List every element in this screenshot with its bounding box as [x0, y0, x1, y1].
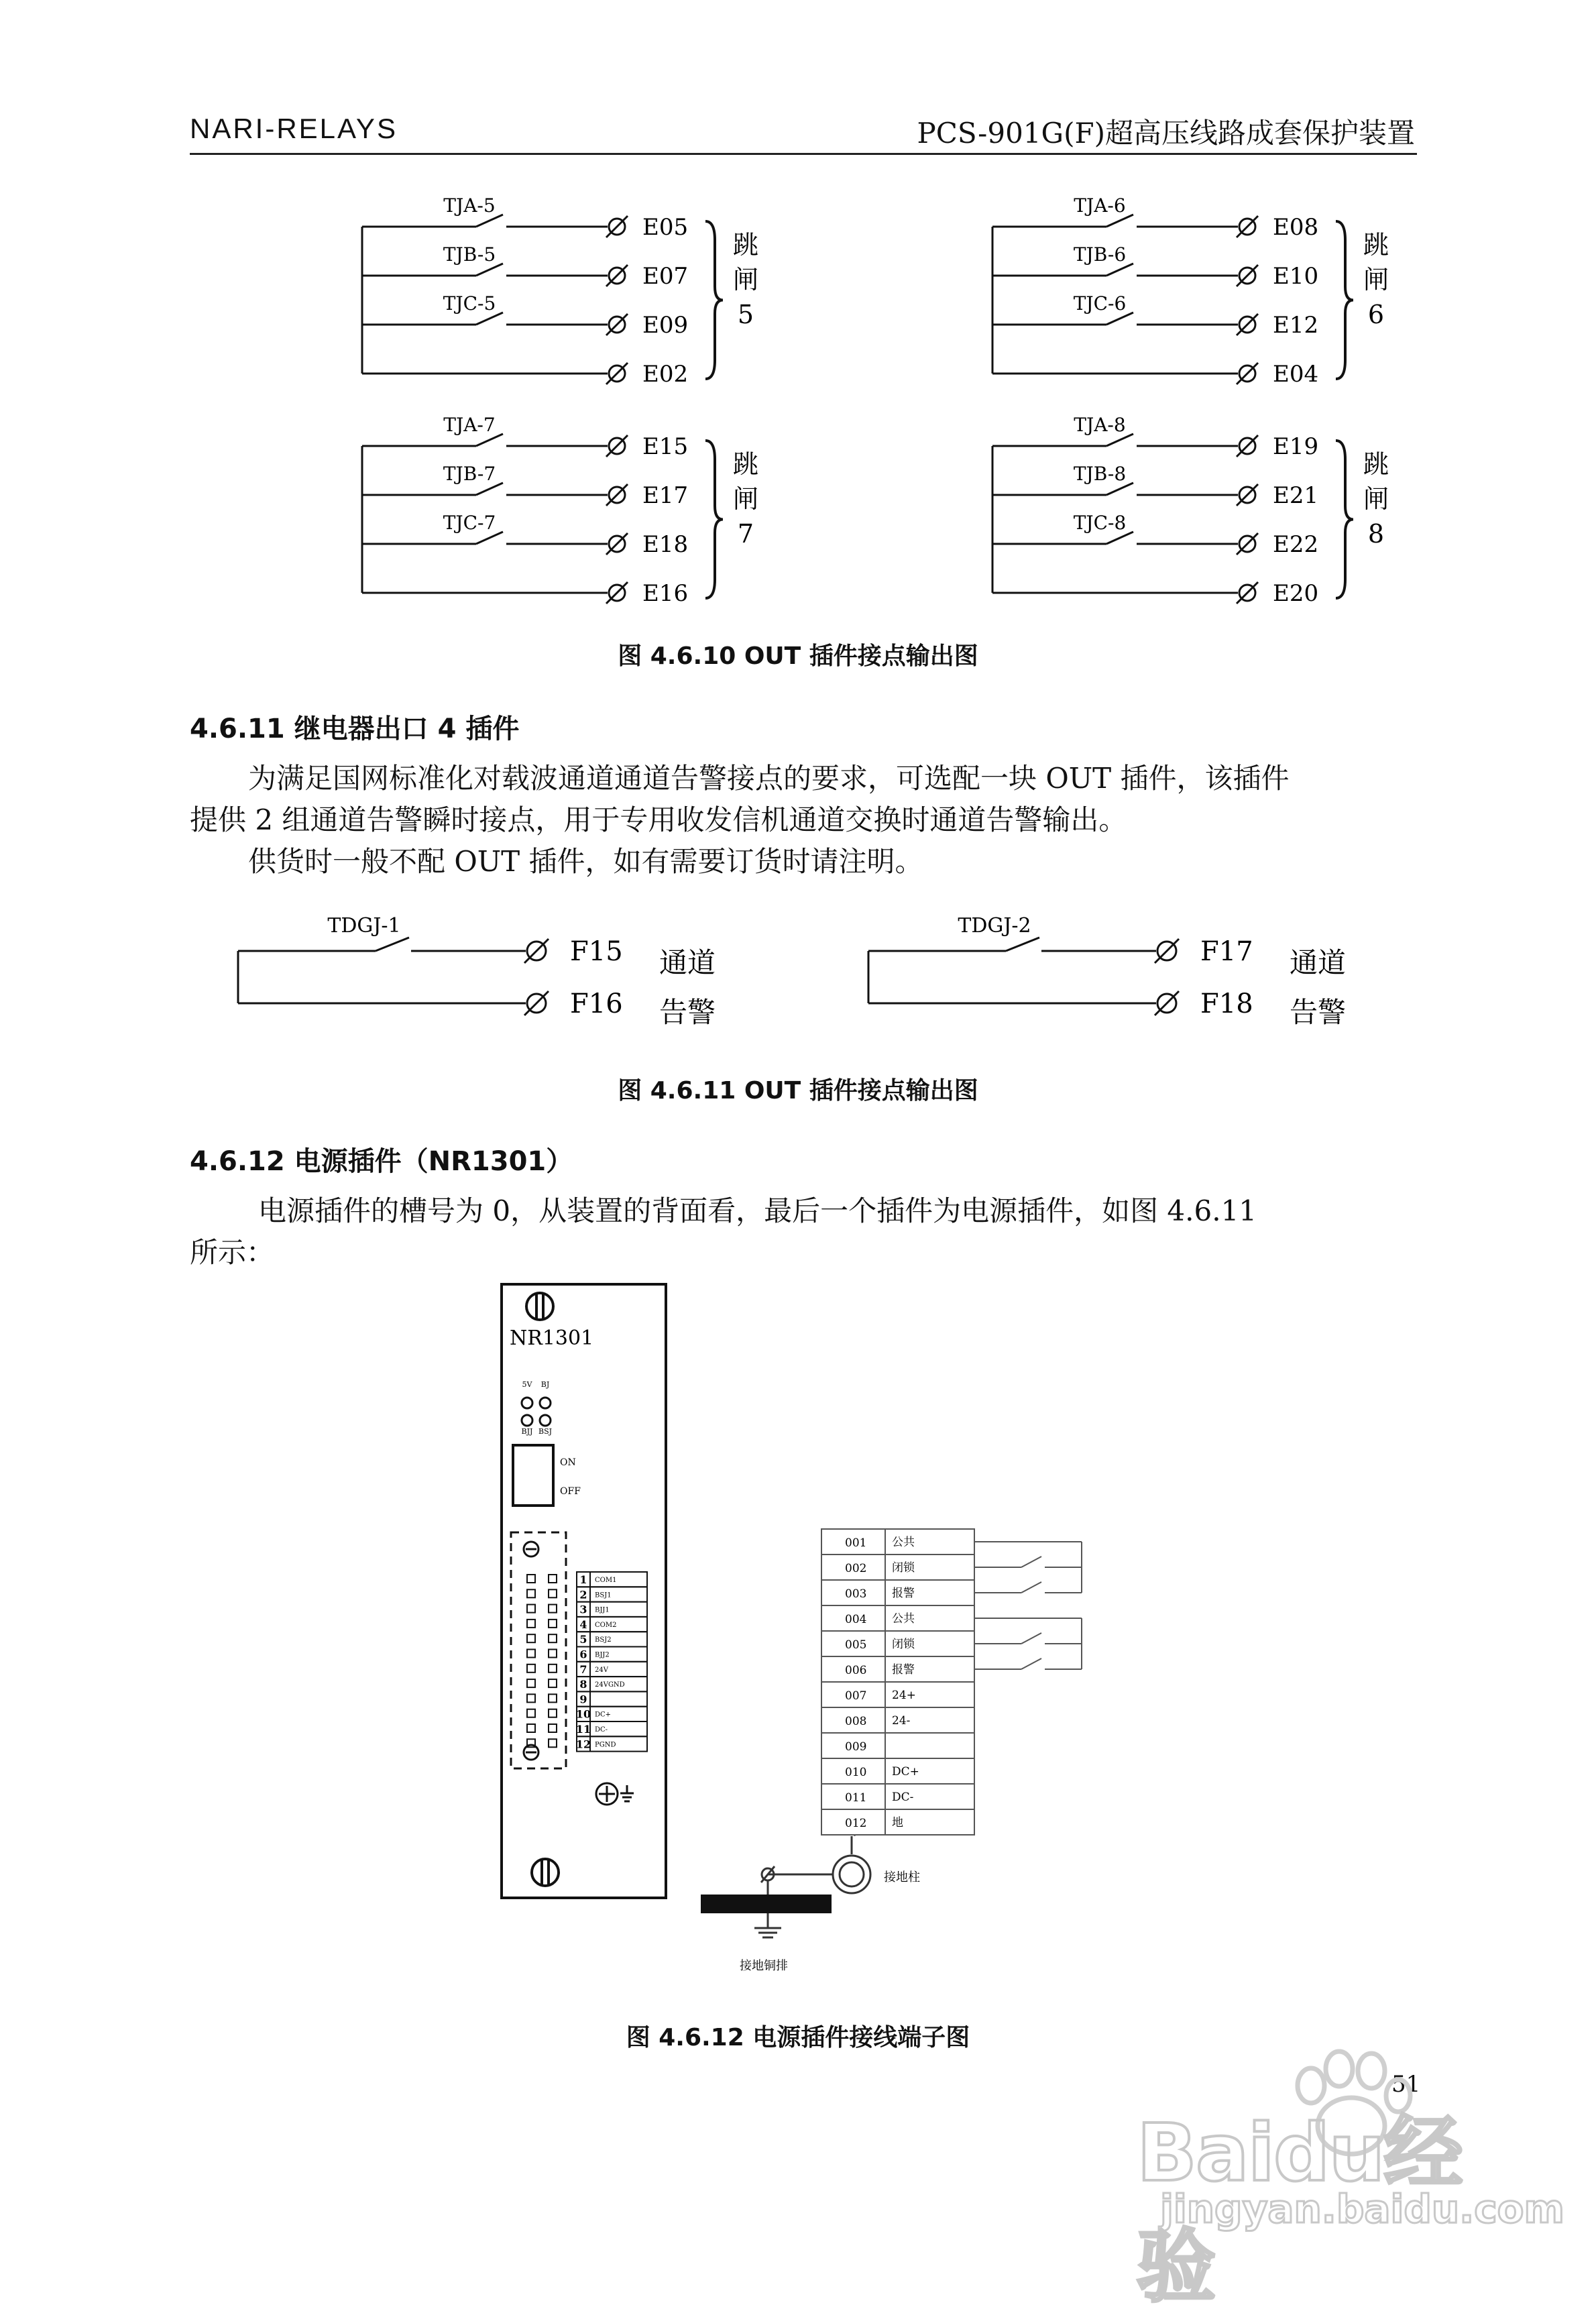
fig10-terminal-icon	[1237, 216, 1258, 237]
fig11-text: 告警	[659, 996, 716, 1029]
fig-4-6-12	[0, 1274, 1596, 1985]
fig10-brace-text: 5	[737, 300, 754, 329]
fig11-terminal-label: F15	[570, 936, 623, 967]
pin-row	[577, 1691, 647, 1706]
fig10-terminal-label: E18	[642, 531, 689, 558]
table-number: 008	[845, 1715, 867, 1728]
watermark-url: jingyan.baidu.com	[1160, 2186, 1564, 2232]
fig10-terminal-label: E08	[1273, 214, 1319, 241]
earth-ground-icon	[754, 1913, 781, 1937]
fig11-contact	[376, 938, 409, 951]
fig10-terminal-label: E02	[642, 361, 689, 388]
fig10-terminal-icon	[606, 582, 628, 604]
pin-number: 6	[579, 1648, 587, 1661]
fig10-contact-label: TJB-7	[443, 463, 496, 485]
table-label: DC+	[892, 1765, 919, 1778]
table-number: 012	[845, 1817, 867, 1830]
table-number: 002	[845, 1562, 867, 1575]
pin-hole	[549, 1605, 557, 1613]
pin-hole	[549, 1679, 557, 1687]
section-4611-para1-line2: 提供 2 组通道告警瞬时接点，用于专用收发信机通道交换时通道告警输出。	[190, 803, 1127, 836]
fig11-contact-label: TDGJ-2	[958, 914, 1031, 938]
pin-number: 9	[579, 1693, 587, 1706]
fig10-terminal-icon	[1237, 582, 1258, 604]
table-number: 001	[845, 1536, 867, 1550]
page-number: 51	[1391, 2071, 1421, 2098]
fig11-terminal-label: F16	[570, 988, 623, 1019]
table-number: 003	[845, 1587, 867, 1601]
fig10-contact-label: TJA-6	[1074, 194, 1126, 217]
terminal-block-screw-top-icon	[524, 1542, 538, 1557]
fig10-contact-label: TJC-5	[443, 292, 496, 315]
table-label: 公共	[892, 1536, 915, 1549]
pin-number: 11	[575, 1723, 591, 1736]
fig10-terminal-label: E16	[642, 580, 689, 607]
fig10-terminal-icon	[606, 216, 628, 237]
pin-hole	[527, 1724, 535, 1732]
fig11-contact-label: TDGJ-1	[327, 914, 401, 938]
pin-row	[577, 1647, 647, 1662]
watermark	[1110, 2039, 1564, 2313]
fig11-caption: 图 4.6.11 OUT 插件接点输出图	[618, 1077, 978, 1105]
table-label: 24-	[892, 1714, 911, 1728]
pin-hole	[527, 1605, 535, 1613]
fig10-terminal-label: E17	[642, 482, 689, 509]
fig10-contact-label: TJA-7	[443, 414, 496, 436]
fig10-terminal-icon	[1237, 435, 1258, 457]
switch-on-label: ON	[560, 1457, 576, 1468]
relay-contact	[1021, 1633, 1041, 1644]
fig10-brace-text: 跳	[1363, 449, 1389, 479]
pin-label: PGND	[595, 1741, 616, 1749]
fig10-terminal-icon	[1237, 484, 1258, 506]
table-label: 地	[892, 1816, 903, 1829]
fig10-brace-text: 7	[737, 519, 754, 549]
fig11-terminal-label: F17	[1200, 936, 1253, 967]
pin-label: COM2	[595, 1621, 617, 1629]
pin-number: 4	[579, 1618, 587, 1631]
fig10-terminal-icon	[1237, 314, 1258, 335]
fig-4-6-10	[0, 0, 1596, 644]
fig10-contact-label: TJB-5	[443, 243, 496, 266]
pin-hole	[549, 1620, 557, 1628]
fig10-brace-text: 6	[1367, 300, 1385, 329]
fig10-contact-label: TJC-7	[443, 512, 496, 534]
table-label: 报警	[892, 1587, 915, 1600]
led-label: BSJ	[538, 1427, 553, 1436]
section-4611-para2: 供货时一般不配 OUT 插件，如有需要订货时请注明。	[248, 845, 923, 878]
pin-label: BSJ1	[595, 1591, 612, 1599]
fig11-text: 告警	[1290, 996, 1347, 1029]
fig10-brace	[705, 441, 723, 598]
led-indicator	[522, 1415, 532, 1426]
fig10-brace-text: 跳	[1363, 230, 1389, 260]
pin-hole	[549, 1589, 557, 1597]
ground-copper-bar	[701, 1895, 832, 1913]
fig10-contact-label: TJC-8	[1073, 512, 1127, 534]
pin-number: 1	[579, 1573, 587, 1586]
fig10-brace-text: 闸	[1363, 484, 1389, 514]
led-indicator	[540, 1398, 551, 1408]
fig11-text: 通道	[659, 946, 716, 979]
table-label: 闭锁	[892, 1561, 915, 1575]
fig10-brace-text: 8	[1367, 519, 1385, 549]
section-4611-title: 4.6.11 继电器出口 4 插件	[190, 714, 520, 744]
ground-post-icon	[833, 1836, 870, 1893]
led-label: BJJ	[521, 1427, 533, 1436]
pin-hole	[549, 1724, 557, 1732]
switch-off-label: OFF	[560, 1486, 581, 1497]
relay-contact	[1021, 1557, 1041, 1567]
pin-hole	[527, 1589, 535, 1597]
pin-hole	[527, 1575, 535, 1583]
fig11-contact	[1006, 938, 1039, 951]
table-number: 007	[845, 1689, 867, 1703]
table-number: 011	[845, 1791, 867, 1805]
fig10-contact-label: TJB-8	[1073, 463, 1127, 485]
led-indicator	[540, 1415, 551, 1426]
header-right: PCS-901G(F)超高压线路成套保护装置	[917, 117, 1415, 150]
pin-hole	[549, 1694, 557, 1702]
pin-label: DC-	[595, 1726, 608, 1734]
pin-row	[577, 1632, 647, 1646]
fig10-brace	[1336, 441, 1353, 598]
fig10-terminal-label: E12	[1273, 312, 1319, 339]
fig10-terminal-label: E22	[1273, 531, 1319, 558]
pin-label: COM1	[595, 1577, 617, 1584]
pin-label: BJJ1	[595, 1606, 610, 1614]
pin-label: BJJ2	[595, 1651, 610, 1659]
fig10-terminal-label: E07	[642, 263, 689, 290]
fig10-terminal-label: E20	[1273, 580, 1319, 607]
pin-number: 3	[579, 1603, 587, 1616]
pin-hole	[527, 1679, 535, 1687]
pin-hole	[527, 1650, 535, 1658]
table-label: 报警	[892, 1663, 915, 1677]
watermark-brand: Baidu经验	[1137, 2106, 1462, 2313]
table-number: 005	[845, 1638, 867, 1652]
section-4612-title: 4.6.12 电源插件（NR1301）	[190, 1146, 573, 1177]
fig11-terminal-icon	[1155, 991, 1179, 1015]
pin-label: BSJ2	[595, 1636, 612, 1644]
section-4612-para-line1: 电源插件的槽号为 0，从装置的背面看，最后一个插件为电源插件，如图 4.6.11	[258, 1194, 1257, 1227]
pin-row	[577, 1662, 647, 1677]
pin-hole	[527, 1634, 535, 1642]
pin-hole	[527, 1709, 535, 1717]
pin-row	[577, 1587, 647, 1601]
fig11-terminal-icon	[524, 939, 549, 963]
pin-number: 8	[579, 1678, 587, 1691]
fig10-contact-label: TJA-8	[1074, 414, 1126, 436]
fig10-terminal-icon	[606, 265, 628, 286]
pin-row	[577, 1602, 647, 1617]
fig10-terminal-icon	[1237, 533, 1258, 555]
fig10-terminal-label: E05	[642, 214, 689, 241]
fig10-terminal-label: E15	[642, 433, 689, 460]
fig10-terminal-icon	[606, 484, 628, 506]
pin-label: 24V	[595, 1666, 608, 1674]
pin-label: 24VGND	[595, 1681, 625, 1689]
fig10-caption: 图 4.6.10 OUT 插件接点输出图	[618, 642, 978, 670]
pin-hole	[527, 1694, 535, 1702]
earth-terminal-icon	[596, 1783, 634, 1805]
table-label: 闭锁	[892, 1638, 915, 1651]
fig11-text: 通道	[1290, 946, 1347, 979]
fig10-terminal-label: E19	[1273, 433, 1319, 460]
led-indicator	[522, 1398, 532, 1408]
bottom-screw-icon	[532, 1859, 559, 1886]
fig10-brace-text: 闸	[1363, 265, 1389, 294]
pin-hole	[549, 1650, 557, 1658]
ground-terminal-icon	[761, 1866, 775, 1895]
header-left: NARI-RELAYS	[190, 113, 398, 144]
relay-contact	[1021, 1658, 1041, 1669]
fig10-contact-label: TJA-5	[443, 194, 496, 217]
relay-contact	[1021, 1582, 1041, 1593]
fig10-terminal-label: E09	[642, 312, 689, 339]
pin-number: 12	[575, 1738, 591, 1751]
led-label: BJ	[540, 1380, 550, 1389]
table-label: 公共	[892, 1612, 915, 1626]
fig10-terminal-icon	[1237, 363, 1258, 384]
table-label: DC-	[892, 1791, 914, 1804]
fig10-terminal-label: E04	[1273, 361, 1319, 388]
fig10-terminal-label: E21	[1273, 482, 1319, 509]
pin-hole	[527, 1620, 535, 1628]
fig10-contact-label: TJC-6	[1073, 292, 1127, 315]
table-number: 009	[845, 1740, 867, 1754]
fig11-terminal-icon	[1155, 939, 1179, 963]
table-label: 24+	[892, 1689, 916, 1702]
pin-hole	[549, 1739, 557, 1747]
fig11-terminal-icon	[524, 991, 549, 1015]
fig10-terminal-icon	[1237, 265, 1258, 286]
module-name: NR1301	[510, 1326, 594, 1350]
fig10-brace-text: 跳	[732, 449, 759, 479]
fig10-brace-text: 闸	[732, 484, 759, 514]
table-number: 010	[845, 1766, 867, 1779]
fig10-terminal-icon	[606, 363, 628, 384]
pin-label: DC+	[595, 1711, 612, 1719]
pin-number: 2	[579, 1588, 587, 1601]
ground-bar-label: 接地铜排	[740, 1959, 788, 1973]
fig10-brace	[705, 221, 723, 379]
fig10-terminal-label: E10	[1273, 263, 1319, 290]
power-switch	[513, 1445, 553, 1506]
pin-hole	[549, 1664, 557, 1673]
pin-hole	[549, 1575, 557, 1583]
fig12-caption: 图 4.6.12 电源插件接线端子图	[626, 2024, 970, 2051]
fig-4-6-11	[0, 899, 1596, 1046]
pin-hole	[527, 1664, 535, 1673]
ground-post-label: 接地柱	[884, 1870, 920, 1884]
fig11-terminal-label: F18	[1200, 988, 1253, 1019]
pin-hole	[549, 1634, 557, 1642]
pin-number: 10	[575, 1707, 591, 1721]
fig10-terminal-icon	[606, 533, 628, 555]
pin-number: 5	[579, 1633, 587, 1646]
terminal-block	[511, 1532, 566, 1768]
fig10-terminal-icon	[606, 435, 628, 457]
led-label: 5V	[522, 1380, 532, 1389]
pin-hole	[549, 1709, 557, 1717]
section-4611-para1-line1: 为满足国网标准化对载波通道通道告警接点的要求，可选配一块 OUT 插件，该插件	[248, 762, 1290, 795]
fig10-brace-text: 跳	[732, 230, 759, 260]
pin-number: 7	[579, 1662, 587, 1676]
table-number: 006	[845, 1664, 867, 1677]
section-4612-para-line2: 所示：	[190, 1236, 275, 1269]
top-screw-icon	[526, 1293, 553, 1320]
fig10-terminal-icon	[606, 314, 628, 335]
table-number: 004	[845, 1613, 867, 1626]
fig10-contact-label: TJB-6	[1073, 243, 1127, 266]
fig10-brace-text: 闸	[732, 265, 759, 294]
fig10-brace	[1336, 221, 1353, 379]
